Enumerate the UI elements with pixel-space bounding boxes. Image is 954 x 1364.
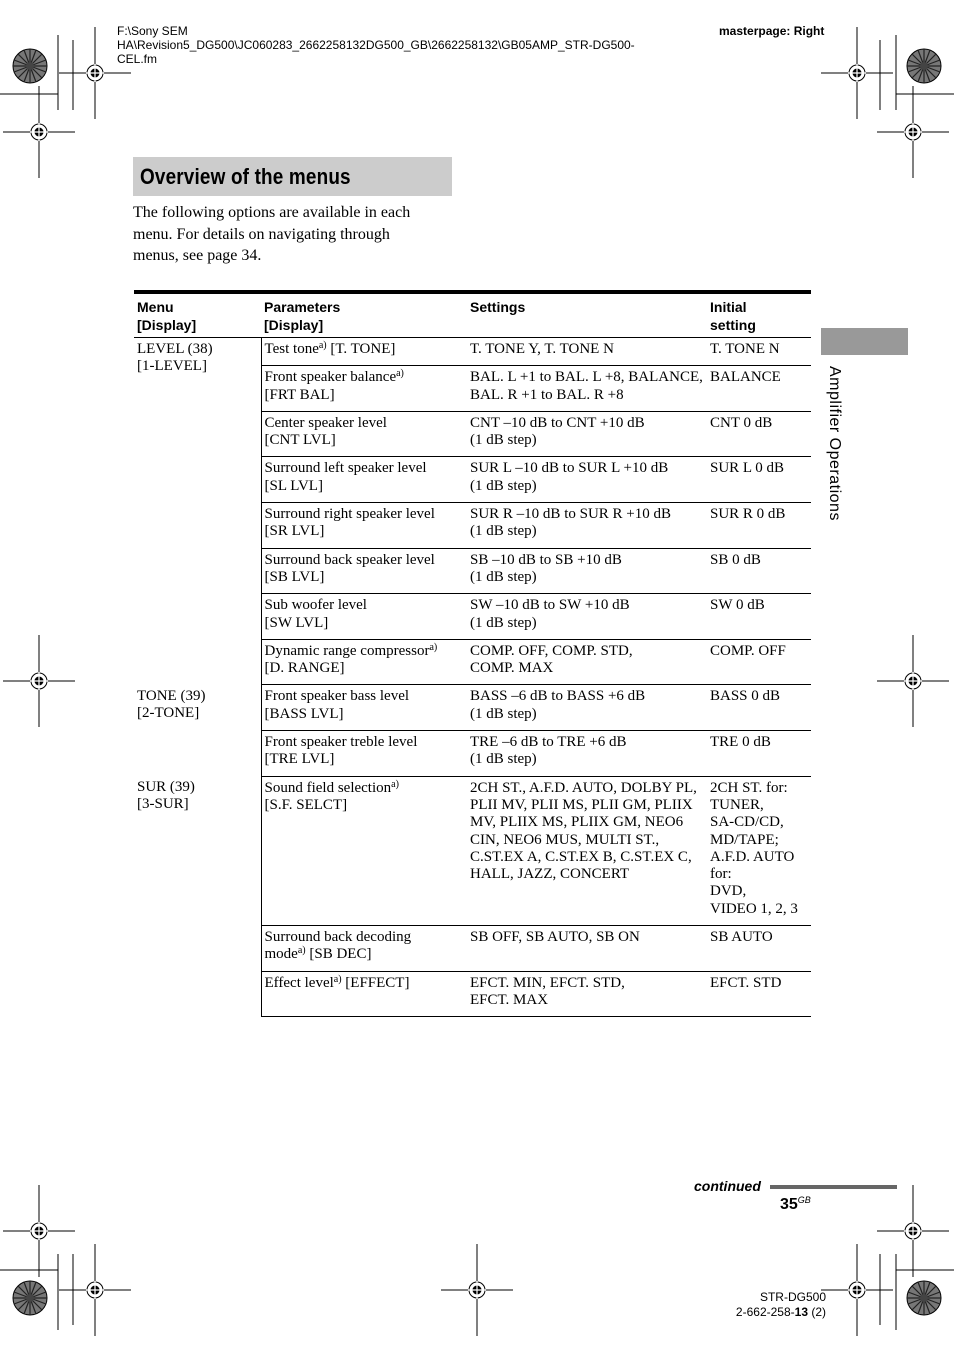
initial-setting-cell: TRE 0 dB [707, 731, 811, 777]
initial-setting-cell: SB AUTO [707, 926, 811, 972]
parameter-cell: Surround back decoding mode$^{a)}$ [SB DEC] [261, 926, 467, 972]
header-parameters: Parameters [Display] [261, 292, 467, 338]
settings-cell: SW –10 dB to SW +10 dB (1 dB step) [467, 594, 707, 640]
intro-paragraph [133, 202, 453, 267]
menu-overview-table [134, 290, 811, 1017]
side-tab-label: Amplifier Operations [826, 366, 843, 521]
initial-setting-cell: BALANCE [707, 366, 811, 412]
settings-cell: SB OFF, SB AUTO, SB ON [467, 926, 707, 972]
settings-cell: COMP. OFF, COMP. STD, COMP. MAX [467, 639, 707, 685]
initial-setting-cell: CNT 0 dB [707, 411, 811, 457]
parameter-cell: Effect level$^{a)}$ [EFFECT] [261, 971, 467, 1017]
settings-cell: EFCT. MIN, EFCT. STD, EFCT. MAX [467, 971, 707, 1017]
menu-cell: LEVEL (38) [1-LEVEL] [134, 338, 261, 685]
initial-setting-cell: BASS 0 dB [707, 685, 811, 731]
initial-setting-cell: COMP. OFF [707, 639, 811, 685]
table-header-row [134, 292, 811, 338]
parameter-cell: Sub woofer level [SW LVL] [261, 594, 467, 640]
settings-cell: SB –10 dB to SB +10 dB (1 dB step) [467, 548, 707, 594]
parameter-cell: Surround right speaker level [SR LVL] [261, 503, 467, 549]
parameter-cell: Front speaker treble level [TRE LVL] [261, 731, 467, 777]
file-path-header [117, 24, 717, 66]
settings-cell: BASS –6 dB to BASS +6 dB (1 dB step) [467, 685, 707, 731]
settings-cell: TRE –6 dB to TRE +6 dB (1 dB step) [467, 731, 707, 777]
parameter-cell: Dynamic range compressor$^{a)}$ [D. RANGE] [261, 639, 467, 685]
part-code: 2-662-258-13 (2) [735, 1305, 826, 1319]
settings-cell: SUR R –10 dB to SUR R +10 dB (1 dB step) [467, 503, 707, 549]
file-path-line: CEL.fm [117, 52, 158, 66]
intro-line: menus, see page 34. [133, 247, 262, 264]
footer-model-info [724, 1290, 826, 1320]
section-title-box [133, 157, 452, 196]
header-menu: Menu [Display] [134, 292, 261, 338]
parameter-cell: Test tone$^{a)}$ [T. TONE] [261, 338, 467, 366]
table-row [134, 685, 811, 731]
intro-line: menu. For details on navigating through [133, 225, 390, 243]
settings-cell: SUR L –10 dB to SUR L +10 dB (1 dB step) [467, 457, 707, 503]
table-body [134, 338, 811, 1017]
continued-bar [770, 1185, 897, 1189]
initial-setting-cell: SUR L 0 dB [707, 457, 811, 503]
initial-setting-cell: SUR R 0 dB [707, 503, 811, 549]
initial-setting-cell: SW 0 dB [707, 594, 811, 640]
parameter-cell: Center speaker level [CNT LVL] [261, 411, 467, 457]
initial-setting-cell: SB 0 dB [707, 548, 811, 594]
parameter-cell: Surround left speaker level [SL LVL] [261, 457, 467, 503]
file-path-line: F:\Sony SEM [117, 24, 188, 38]
parameter-cell: Front speaker balance$^{a)}$ [FRT BAL] [261, 366, 467, 412]
file-path-line: HA\Revision5_DG500\JC060283_2662258132DG500_GB\2662258132\GB05AMP_STR-DG500- [117, 38, 635, 52]
settings-cell: 2CH ST., A.F.D. AUTO, DOLBY PL, PLII MV, PLII MS, PLII GM, PLIIX MV, PLIIX MS, PLIIX GM, NEO6 CIN, NEO6 MUS, MULTI ST., C.ST.EX A, C.ST.EX B, C.ST.EX C, HALL, JAZZ, CONCERT [467, 776, 707, 925]
table-row [134, 338, 811, 366]
settings-cell: T. TONE Y, T. TONE N [467, 338, 707, 366]
page-number: $35^{GB}$ [780, 1195, 811, 1213]
parameter-cell: Front speaker bass level [BASS LVL] [261, 685, 467, 731]
header-settings: Settings [467, 292, 707, 338]
parameter-cell: Surround back speaker level [SB LVL] [261, 548, 467, 594]
section-title: Overview of the menus [140, 164, 351, 189]
header-initial-setting: Initial setting [707, 292, 811, 338]
page-suffix: GB [797, 1195, 811, 1205]
menu-cell: SUR (39) [3-SUR] [134, 776, 261, 1017]
model-number: STR-DG500 [759, 1290, 826, 1304]
initial-setting-cell: T. TONE N [707, 338, 811, 366]
table-row [134, 776, 811, 925]
initial-setting-cell: EFCT. STD [707, 971, 811, 1017]
side-tab-marker [821, 328, 908, 355]
masterpage-label: masterpage: Right [719, 24, 825, 38]
initial-setting-cell: 2CH ST. for: TUNER, SA-CD/CD, MD/TAPE; A.F.D. AUTO for: DVD, VIDEO 1, 2, 3 [707, 776, 811, 925]
settings-cell: BAL. L +1 to BAL. L +8, BALANCE, BAL. R +1 to BAL. R +8 [467, 366, 707, 412]
parameter-cell: Sound field selection$^{a)}$ [S.F. SELCT] [261, 776, 467, 925]
intro-line: The following options are available in each [133, 204, 411, 221]
continued-label: continued [694, 1178, 761, 1194]
settings-cell: CNT –10 dB to CNT +10 dB (1 dB step) [467, 411, 707, 457]
menu-cell: TONE (39) [2-TONE] [134, 685, 261, 776]
